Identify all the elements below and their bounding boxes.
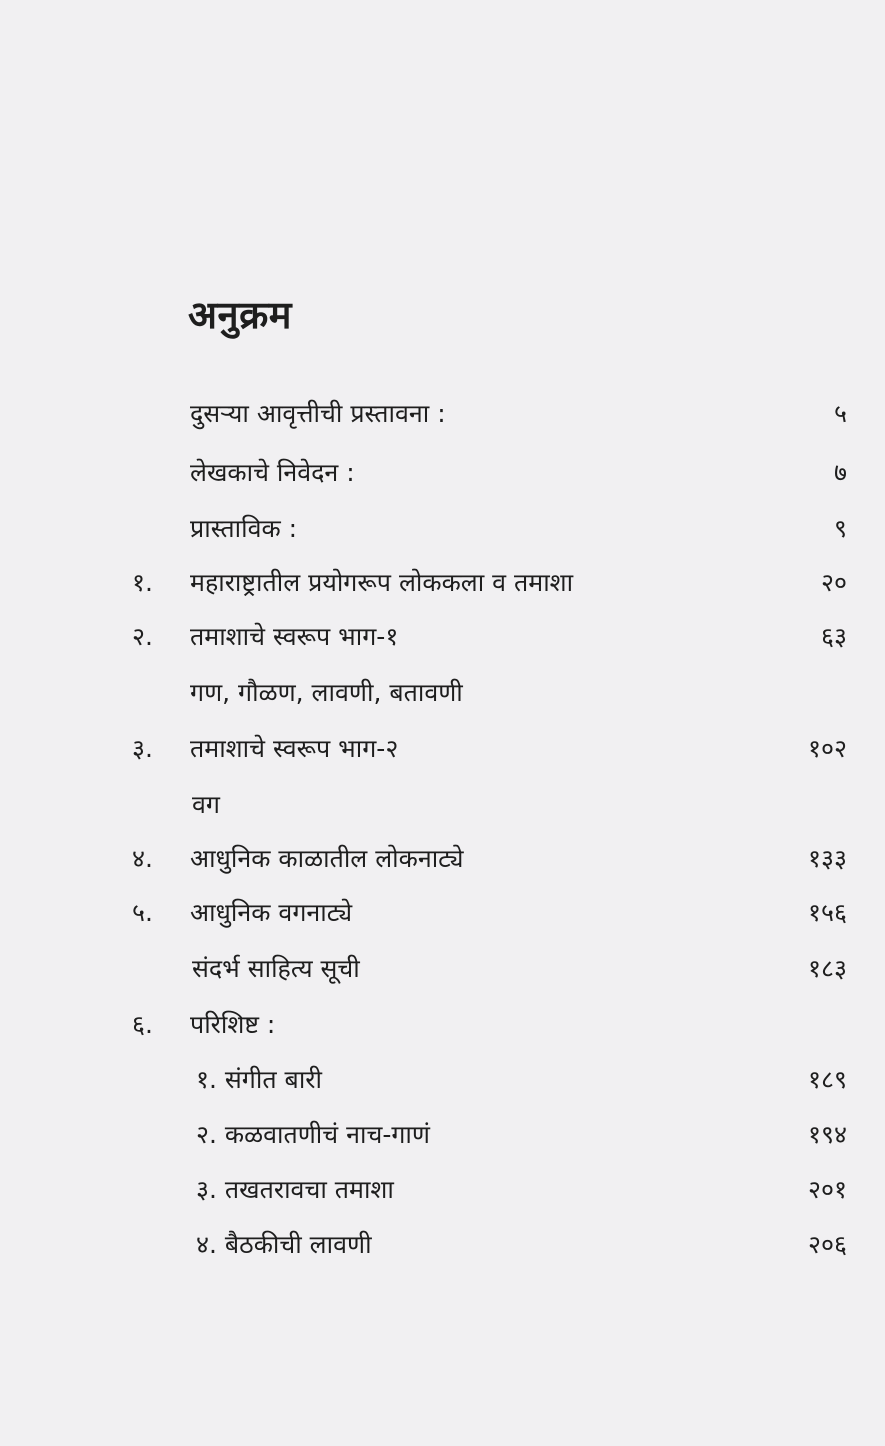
page-number: ५ <box>833 399 847 428</box>
toc-entry <box>0 509 885 549</box>
entry-title: दुसऱ्या आवृत्तीची प्रस्तावना : <box>190 399 446 428</box>
entry-title: ४. बैठकीची लावणी <box>196 1230 372 1259</box>
page-number: १८९ <box>807 1065 847 1094</box>
page-title: अनुक्रम <box>188 293 293 337</box>
page-number: १०२ <box>807 734 847 763</box>
toc-entry <box>0 394 885 434</box>
page-number: १३३ <box>807 844 847 873</box>
toc-entry <box>0 949 885 989</box>
entry-title: परिशिष्ट : <box>190 1010 276 1039</box>
entry-title: लेखकाचे निवेदन : <box>190 458 355 487</box>
toc-entry <box>0 453 885 493</box>
toc-appendix-entry <box>0 1225 885 1265</box>
toc-appendix-entry <box>0 1060 885 1100</box>
entry-title: गण, गौळण, लावणी, बतावणी <box>190 678 463 707</box>
toc-entry <box>0 617 885 657</box>
toc-entry <box>0 729 885 769</box>
toc-entry <box>0 1005 885 1045</box>
page-number: ७ <box>833 458 847 487</box>
toc-entry-subtitle <box>0 785 885 825</box>
chapter-number: २. <box>132 622 153 651</box>
chapter-number: ३. <box>132 734 153 763</box>
chapter-number: ४. <box>132 844 153 873</box>
entry-title: आधुनिक वगनाट्ये <box>190 898 353 927</box>
toc-entry <box>0 893 885 933</box>
chapter-number: ६. <box>132 1010 153 1039</box>
entry-title: तमाशाचे स्वरूप भाग-२ <box>190 734 399 763</box>
entry-title: आधुनिक काळातील लोकनाट्ये <box>190 844 464 873</box>
entry-title: महाराष्ट्रातील प्रयोगरूप लोककला व तमाशा <box>190 568 574 597</box>
chapter-number: १. <box>132 568 153 597</box>
toc-entry-subtitle <box>0 673 885 713</box>
entry-title: प्रास्ताविक : <box>190 514 298 543</box>
page-number: २०६ <box>807 1230 847 1259</box>
page-number: १५६ <box>807 898 847 927</box>
entry-title: १. संगीत बारी <box>196 1065 322 1094</box>
entry-title: तमाशाचे स्वरूप भाग-१ <box>190 622 399 651</box>
toc-entry <box>0 839 885 879</box>
page-number: १९४ <box>807 1120 847 1149</box>
toc-appendix-entry <box>0 1115 885 1155</box>
page-number: २० <box>820 568 847 597</box>
page-number: ९ <box>833 514 847 543</box>
toc-appendix-entry <box>0 1170 885 1210</box>
page-number: ६३ <box>820 622 847 651</box>
page-number: १८३ <box>807 954 847 983</box>
entry-title: वग <box>192 790 220 819</box>
entry-title: संदर्भ साहित्य सूची <box>192 954 360 983</box>
page-number: २०१ <box>807 1175 847 1204</box>
entry-title: २. कळवातणीचं नाच-गाणं <box>196 1120 430 1149</box>
chapter-number: ५. <box>132 898 153 927</box>
entry-title: ३. तखतरावचा तमाशा <box>196 1175 394 1204</box>
toc-entry <box>0 563 885 603</box>
